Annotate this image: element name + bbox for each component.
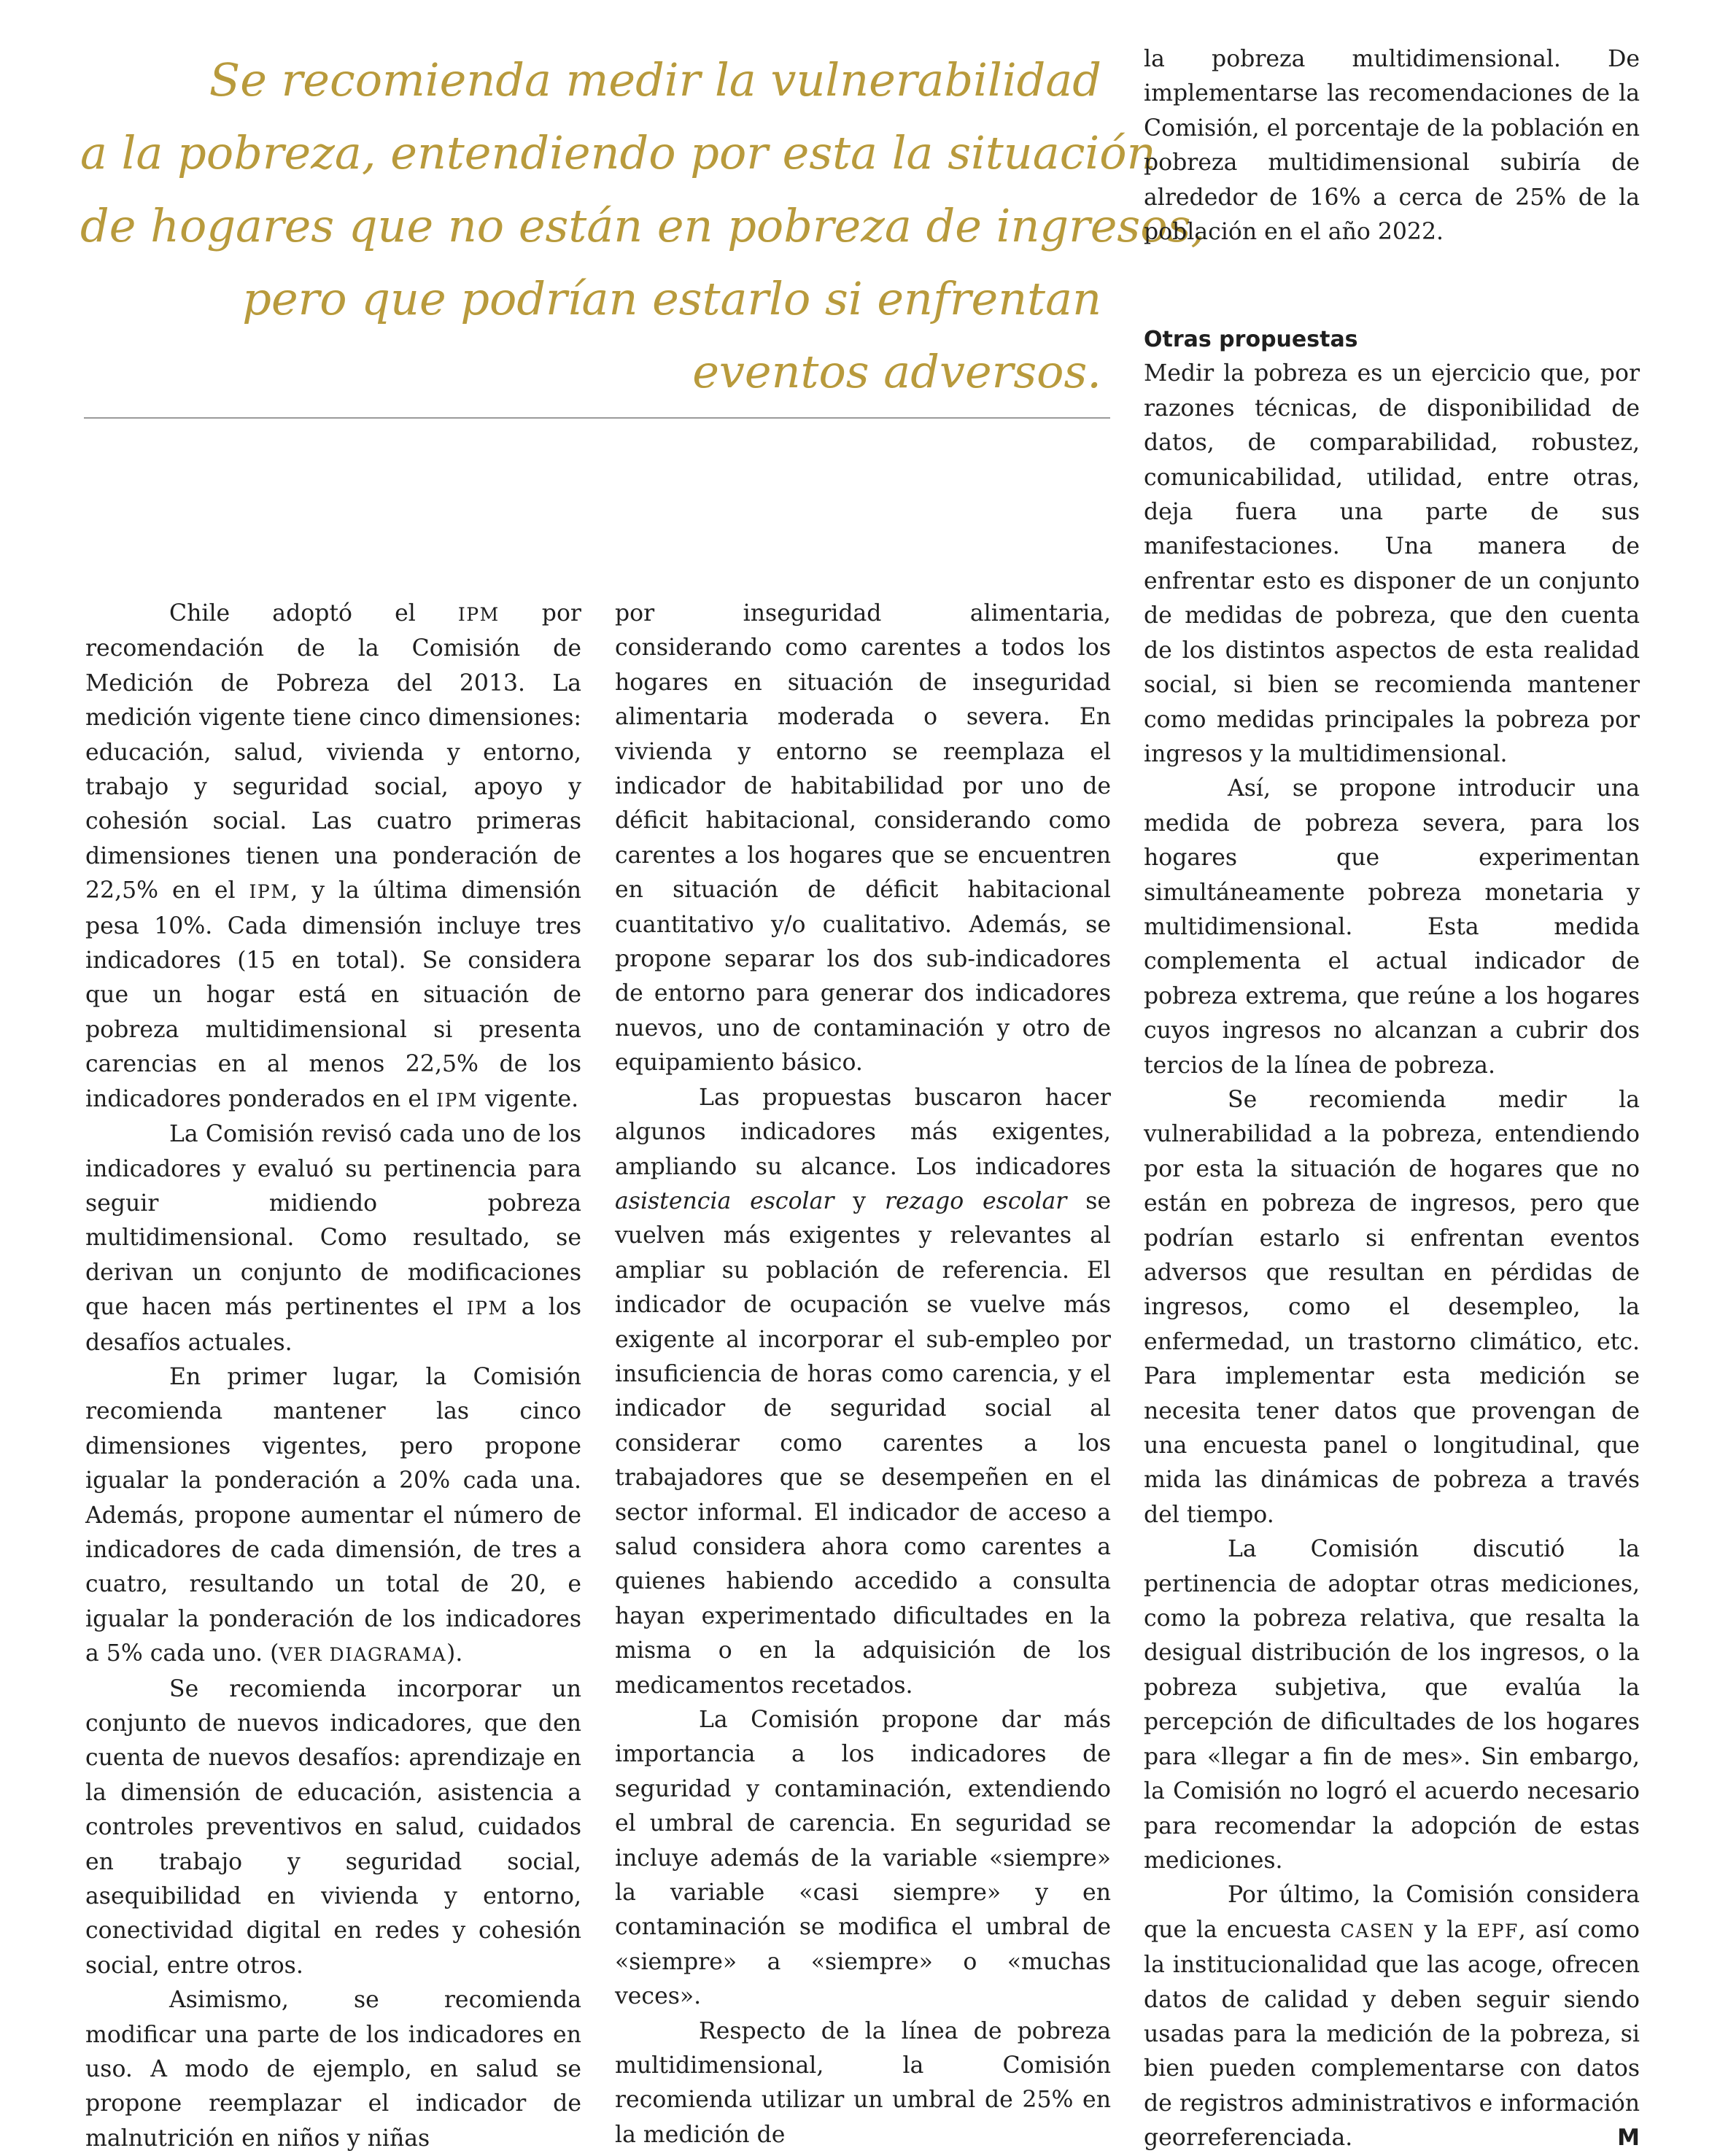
- text-run: vigente.: [477, 1085, 579, 1112]
- paragraph: La Comisión propone dar más importancia a los indicadores de seguridad y contaminación, extendiendo el umbral de carencia. En seguridad se incluye además de la variable «siempre» la variable «casi siempre» y en contaminación se modifica el umbral de «siempre» a «siempre» o «muchas veces».: [615, 1707, 1111, 2010]
- acronym-epf: EPF: [1476, 1920, 1519, 1942]
- pull-quote-line: pero que podrían estarlo si enfrentan: [242, 272, 1101, 325]
- paragraph: Asimismo, se recomienda modificar una parte de los indicadores en uso. A modo de ejemplo, en salud se propone reemplazar el indicador de malnutrición en niños y niñas: [85, 1987, 581, 2152]
- acronym-ipm: IPM: [466, 1298, 508, 1319]
- paragraph: la pobreza multidimensional. De implementarse las recomendaciones de la Comisión, el porcentaje de la población en pobreza multidimensional subiría de alrededor de 16% a cerca de 25% de la población en el año 2022.: [1144, 46, 1640, 246]
- pull-quote-line: a la pobreza, entendiendo por esta la situación: [80, 126, 1156, 179]
- section-heading: Otras propuestas: [1144, 327, 1358, 353]
- text-column-1: [85, 597, 581, 2156]
- paragraph: [1144, 1878, 1640, 2155]
- text-run: En primer lugar, la Comisión recomienda mantener las cinco dimensiones vigentes, pero propone igualar la ponderación a 20% cada una. Además, propone aumentar el número de indicadores de cada dimensión, de tres a cuatro, resultando un total de 20, e igualar la ponderación de los indicadores a 5% cada uno. (: [85, 1363, 581, 1667]
- paragraph: Medir la pobreza es un ejercicio que, por razones técnicas, de disponibilidad de datos, de comparabilidad, robustez, comunicabilidad, utilidad, entre otras, deja fuera una parte de sus manifestaciones. Una manera de enfrentar esto es disponer de un conjunto de medidas de pobreza, que den cuenta de los distintos aspectos de esta realidad social, si bien se recomienda mantener como medidas principales la pobreza por ingresos y la multidimensional.: [1144, 360, 1640, 767]
- text-run: ).: [446, 1640, 463, 1667]
- acronym-ipm: IPM: [457, 604, 500, 625]
- paragraph: por inseguridad alimentaria, considerando como carentes a todos los hogares en situación de inseguridad alimentaria moderada o severa. En vivienda y entorno se reemplaza el indicador de habitabilidad por uno de déficit habitacional, considerando como carentes a los hogares que se encuentren en situación de déficit habitacional cuantitativo y/o cualitativo. Además, se propone separar los dos sub-indicadores de entorno para generar dos indicadores nuevos, uno de contaminación y otro de equipamiento básico.: [615, 600, 1111, 1077]
- acronym-casen: CASEN: [1340, 1920, 1415, 1942]
- pull-quote: [80, 44, 1206, 408]
- paragraph: [615, 1081, 1111, 1703]
- text-column-2: [615, 597, 1111, 2152]
- paragraph: Se recomienda incorporar un conjunto de nuevos indicadores, que den cuenta de nuevos desafíos: aprendizaje en la dimensión de educación, asistencia a controles preventivos en salud, cuidados en trabajo y seguridad social, asequibilidad en vivienda y entorno, conectividad digital en redes y cohesión social, entre otros.: [85, 1675, 581, 1979]
- text-run: Las propuestas buscaron hacer algunos indicadores más exigentes, ampliando su alcance. Los indicadores: [615, 1084, 1111, 1180]
- text-run: se vuelven más exigentes y relevantes al ampliar su población de referencia. El indicador de ocupación se vuelve más exigente al incorporar el sub-empleo por insuficiencia de horas como carencia, y el indicador de seguridad social al considerar como carentes a los trabajadores que se desempeñen en el sector informal. El indicador de acceso a salud considera ahora como carentes a quienes habiendo accedido a consulta hayan experimentado dificultades en la misma o en la adquisición de los medicamentos recetados.: [615, 1187, 1112, 1699]
- text-run: a los desafíos actuales.: [85, 1294, 581, 1356]
- text-column-3: [1144, 42, 1640, 2156]
- paragraph: Se recomienda medir la vulnerabilidad a la pobreza, entendiendo por esta la situación de hogares que no están en pobreza de ingresos, pero que podrían estarlo si enfrentan eventos adversos que resultan en pérdidas de ingresos, como el desempleo, la enfermedad, un trastorno climático, etc. Para implementar esta medición se necesita tener datos que provengan de una encuesta panel o longitudinal, que mida las dinámicas de pobreza a través del tiempo.: [1144, 1086, 1640, 1528]
- text-run: y: [834, 1187, 885, 1214]
- paragraph: [85, 597, 581, 1117]
- text-run: La Comisión revisó cada uno de los indicadores y evaluó su pertinencia para seguir midiendo pobreza multidimensional. Como resultado, se derivan un conjunto de modificaciones que hacen más pertinentes el: [85, 1121, 581, 1321]
- text-run: Chile adoptó el: [169, 600, 458, 627]
- paragraph: Así, se propone introducir una medida de pobreza severa, para los hogares que experimentan simultáneamente pobreza monetaria y multidimensional. Esta medida complementa el actual indicador de pobreza extrema, que reúne a los hogares cuyos ingresos no alcanzan a cubrir dos tercios de la línea de pobreza.: [1144, 775, 1640, 1079]
- paragraph: [85, 1360, 581, 1672]
- pull-quote-line: eventos adversos.: [692, 345, 1101, 398]
- pull-quote-line: de hogares que no están en pobreza de ingresos,: [80, 199, 1206, 252]
- paragraph: Respecto de la línea de pobreza multidimensional, la Comisión recomienda utilizar un umbral de 25% en la medición de: [615, 2017, 1111, 2148]
- text-run: y la: [1414, 1916, 1477, 1943]
- see-diagram-reference: VER DIAGRAMA: [279, 1644, 447, 1666]
- text-run: , y la última dimensión pesa 10%. Cada dimensión incluye tres indicadores (15 en total). Se considera que un hogar está en situación de pobreza multidimensional si presenta carencias en al menos 22,5% de los indicadores ponderados en el: [85, 877, 581, 1112]
- italic-term: asistencia escolar: [615, 1187, 834, 1214]
- italic-term: rezago escolar: [884, 1187, 1067, 1214]
- text-run: Por último, la Comisión considera que la encuesta: [1144, 1882, 1640, 1943]
- acronym-ipm: IPM: [436, 1089, 478, 1111]
- acronym-ipm: IPM: [249, 881, 291, 903]
- text-run: por recomendación de la Comisión de Medición de Pobreza del 2013. La medición vigente tiene cinco dimensiones: educación, salud, vivienda y entorno, trabajo y seguridad social, apoyo y cohesión social. Las cuatro primeras dimensiones tienen una ponderación de 22,5% en el: [85, 600, 581, 904]
- pull-quote-divider: [84, 417, 1110, 419]
- section-spacer: [1144, 249, 1640, 322]
- end-of-article-mark: M: [1617, 2125, 1640, 2152]
- paragraph: [85, 1117, 581, 1360]
- text-run: , así como la institucionalidad que las acoge, ofrecen datos de calidad y deben seguir siendo usadas para la medición de la pobreza, si bien pueden complementarse con datos de registros administrativos e información georreferenciada.: [1144, 1916, 1640, 2152]
- pull-quote-line: Se recomienda medir la vulnerabilidad: [209, 53, 1101, 106]
- paragraph: La Comisión discutió la pertinencia de adoptar otras mediciones, como la pobreza relativa, que resalta la desigual distribución de los ingresos, o la pobreza subjetiva, que evalúa la percepción de dificultades de los hogares para «llegar a fin de mes». Sin embargo, la Comisión no logró el acuerdo necesario para recomendar la adopción de estas mediciones.: [1144, 1536, 1640, 1874]
